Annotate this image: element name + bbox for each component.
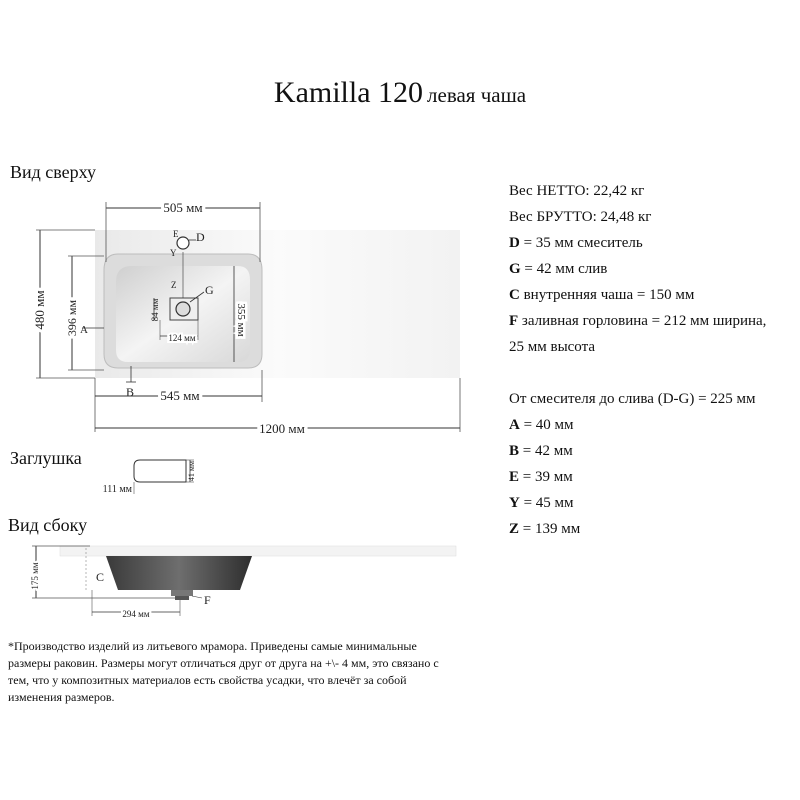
dim-bowl-width: 505 мм xyxy=(163,200,203,215)
spec-line xyxy=(509,308,766,334)
label-f: F xyxy=(204,593,211,607)
spec-key: C xyxy=(509,287,520,303)
spec-line xyxy=(509,490,766,516)
spec-text: Вес НЕТТО: 22,42 кг xyxy=(509,183,645,199)
dim-offset-drain: 545 мм xyxy=(160,388,200,403)
plug-label: Заглушка xyxy=(10,448,82,468)
dim-total-width: 1200 мм xyxy=(259,421,305,436)
top-view-drawing xyxy=(0,190,480,440)
dim-side-height: 175 мм xyxy=(30,562,40,590)
specs-list xyxy=(509,178,766,542)
dim-inner-depth: 355 мм xyxy=(235,303,247,337)
spec-line xyxy=(509,230,766,256)
spec-text: Вес БРУТТО: 24,48 кг xyxy=(509,209,652,225)
label-c: C xyxy=(96,570,105,584)
spec-text: = 35 мм смеситель xyxy=(519,235,643,251)
drain-hole-icon xyxy=(176,302,190,316)
spec-line xyxy=(509,386,766,412)
dim-drain-sq: 84 мм xyxy=(150,298,160,322)
product-name: Kamilla 120 xyxy=(273,76,424,109)
footnote: *Производство изделий из литьевого мрамора. Приведены самые минимальные размеры раковин. Размеры могут отличаться друг от друга на +\- 4 мм, это связано с тем, что у композитных материалов есть свойства усадки, что влечёт за собой изменения размеров. xyxy=(8,639,439,704)
spec-key: G xyxy=(509,261,521,277)
spec-line xyxy=(509,282,766,308)
spec-key: Z xyxy=(509,521,520,537)
spec-line xyxy=(509,334,766,360)
label-a: A xyxy=(80,324,88,336)
spec-text: = 139 мм xyxy=(519,521,581,537)
spec-key: E xyxy=(509,469,520,485)
dim-drain-w: 124 мм xyxy=(168,333,196,343)
spec-text: внутренняя чаша = 150 мм xyxy=(519,287,695,303)
dim-side-drain-offset: 294 мм xyxy=(122,609,150,619)
spec-text: = 45 мм xyxy=(519,495,574,511)
spec-text: = 42 мм xyxy=(519,443,573,459)
side-view-label: Вид сбоку xyxy=(8,515,88,535)
spec-key: A xyxy=(509,417,520,433)
spec-line xyxy=(509,438,766,464)
dim-plug-height: 41 мм xyxy=(187,460,196,482)
dim-plug-width: 111 мм xyxy=(102,484,132,495)
plug-drawing xyxy=(90,452,210,502)
spec-text: = 40 мм xyxy=(519,417,574,433)
spec-line xyxy=(509,204,766,230)
spec-text: = 42 мм слив xyxy=(520,261,608,277)
spec-text: = 39 мм xyxy=(519,469,573,485)
spec-text: От смесителя до слива (D-G) = 225 мм xyxy=(509,391,756,407)
spec-line xyxy=(509,256,766,282)
dim-depth-total: 480 мм xyxy=(32,290,47,330)
top-view-label: Вид сверху xyxy=(10,162,96,182)
page-title xyxy=(0,76,800,110)
label-e: E xyxy=(173,229,179,239)
spec-line xyxy=(509,412,766,438)
spec-line xyxy=(509,360,766,386)
spec-line xyxy=(509,178,766,204)
spec-line xyxy=(509,516,766,542)
label-b: B xyxy=(126,385,135,399)
label-d: D xyxy=(196,230,205,244)
side-bowl xyxy=(106,556,252,590)
faucet-hole-icon xyxy=(177,237,189,249)
side-view-drawing xyxy=(20,535,460,625)
label-g: G xyxy=(205,283,214,297)
spec-key: F xyxy=(509,313,519,329)
spec-key: B xyxy=(509,443,520,459)
spec-key: Y xyxy=(509,495,520,511)
spec-key: D xyxy=(509,235,520,251)
label-z: Z xyxy=(171,280,177,290)
product-subtitle: левая чаша xyxy=(427,83,527,107)
spec-text: 25 мм высота xyxy=(509,339,596,355)
spec-text: заливная горловина = 212 мм ширина, xyxy=(518,313,767,329)
spec-line xyxy=(509,464,766,490)
label-y: Y xyxy=(170,248,177,258)
dim-depth-bowl: 396 мм xyxy=(65,299,79,337)
